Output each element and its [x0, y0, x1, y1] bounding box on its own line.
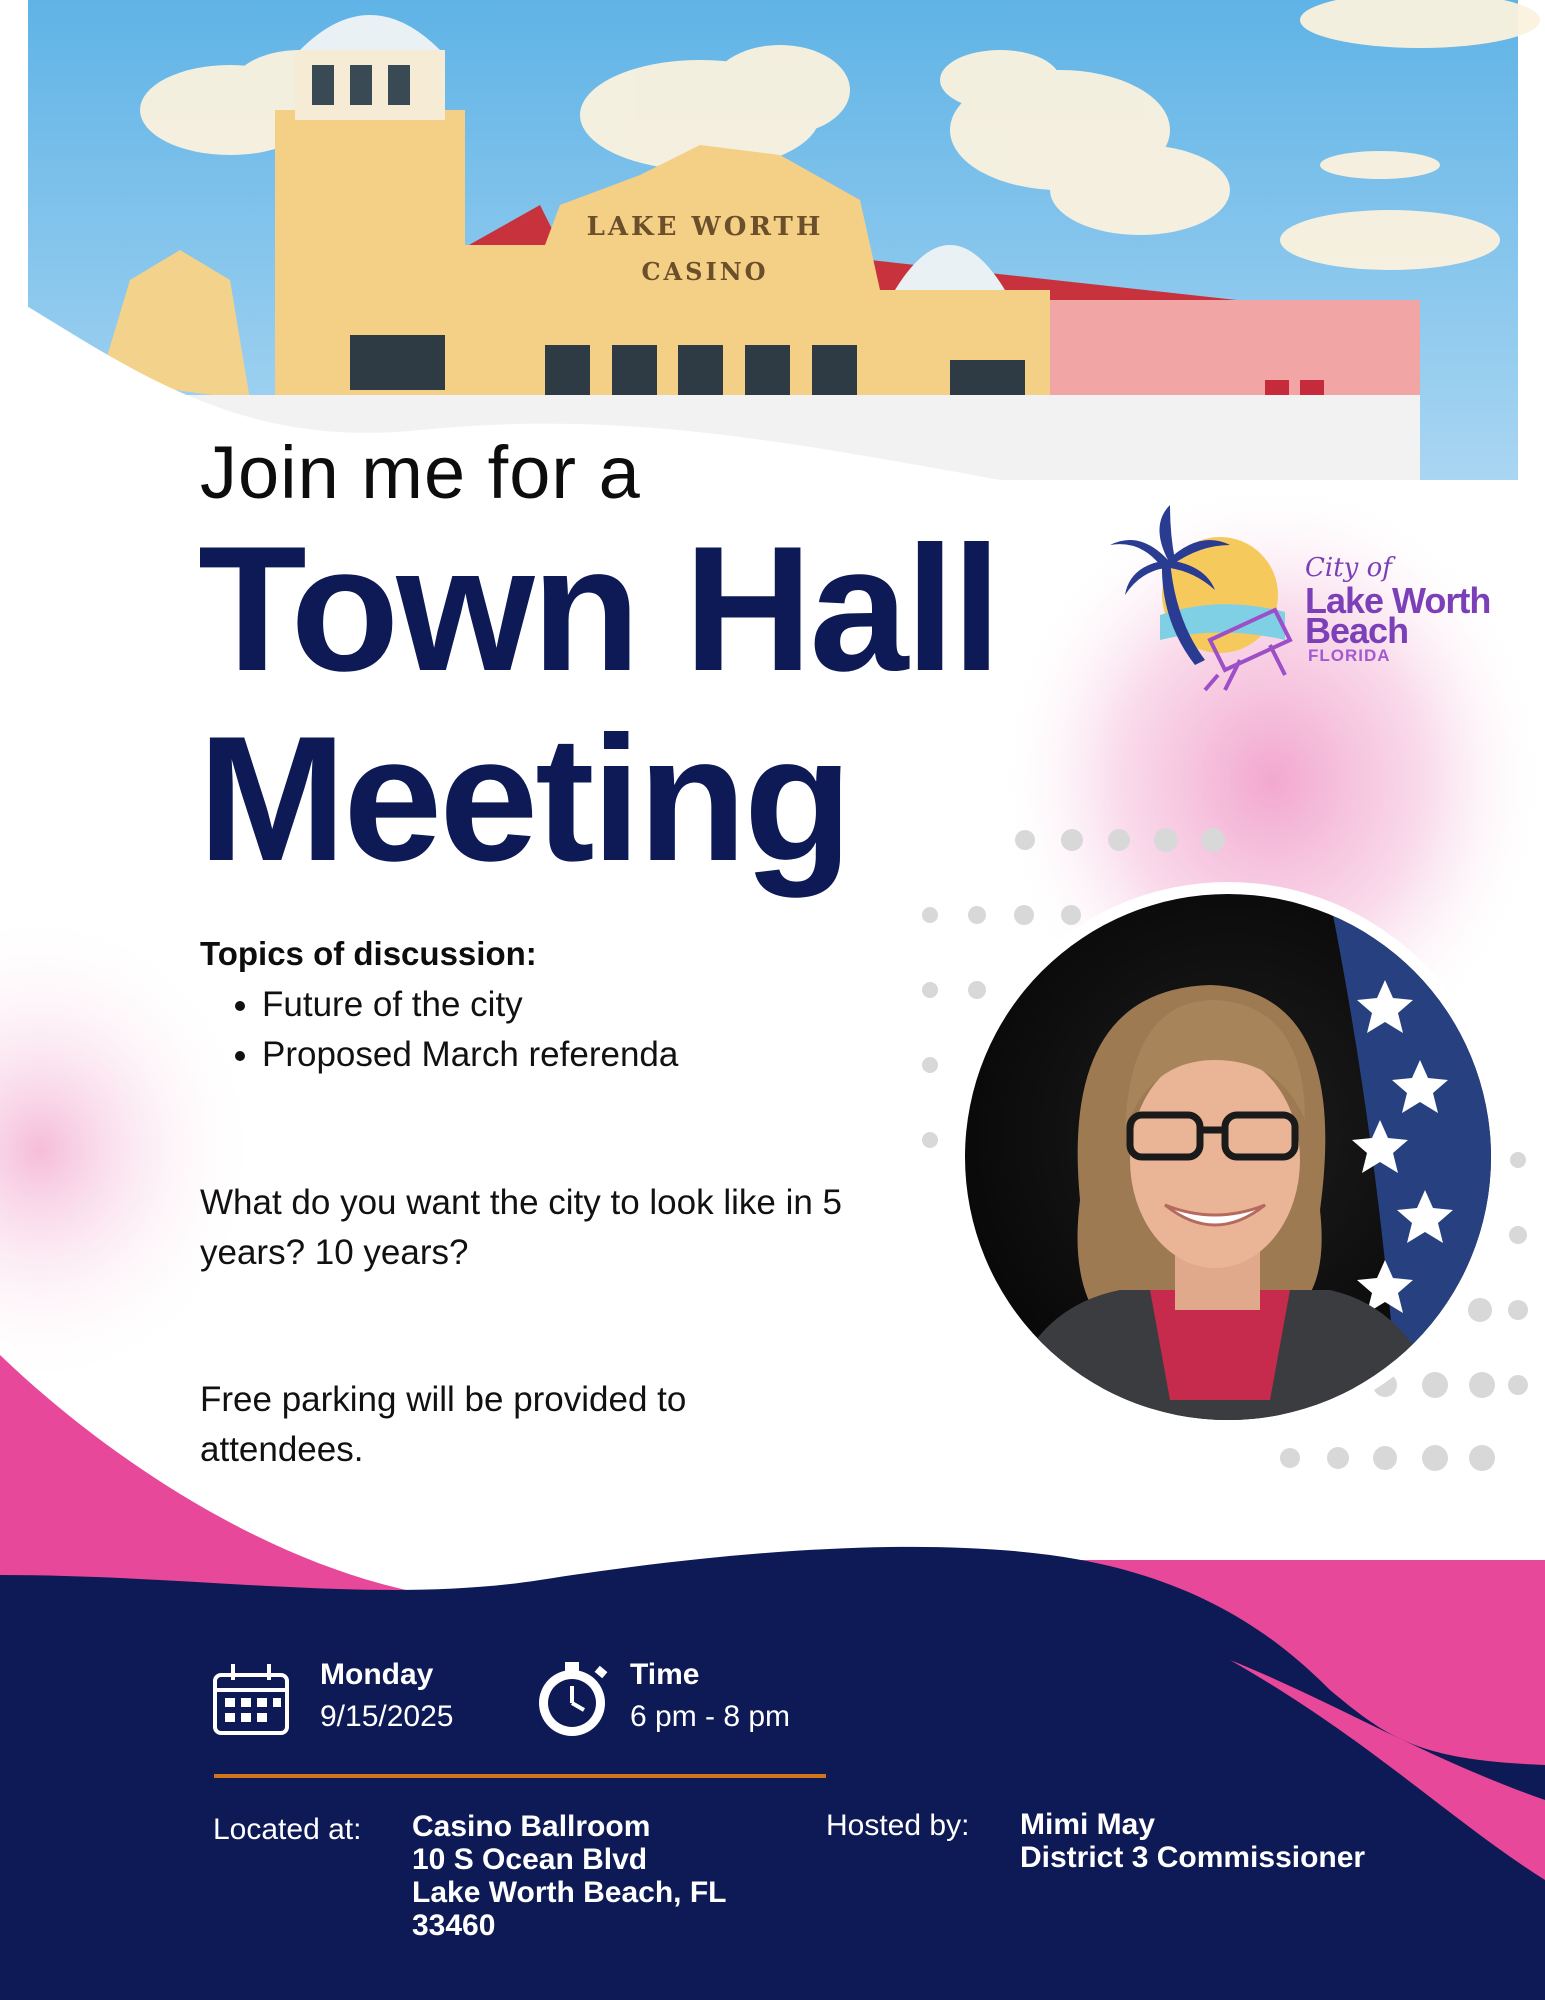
host-name: Mimi May	[1020, 1808, 1156, 1841]
host-block	[1020, 1808, 1365, 1874]
day-label: Monday	[320, 1658, 434, 1691]
logo-name-line2: Beach	[1305, 610, 1409, 651]
sign-lake-worth: LAKE WORTH	[586, 212, 824, 242]
question-text: What do you want the city to look like in 5 years? 10 years?	[200, 1183, 842, 1272]
host-portrait	[953, 882, 1503, 1432]
parking-text: Free parking will be provided to attendees.	[200, 1380, 687, 1469]
list-item: • Proposed March referenda	[262, 1030, 678, 1080]
hosted-label: Hosted by:	[826, 1809, 970, 1842]
title-line-2: Meeting	[198, 699, 850, 898]
event-time: 6 pm - 8 pm	[630, 1700, 791, 1733]
logo-state: FLORIDA	[1308, 646, 1391, 665]
location-block	[412, 1810, 727, 1942]
address-line-1: 10 S Ocean Blvd	[412, 1843, 648, 1876]
intro-text: Join me for a	[200, 431, 641, 514]
topics-list	[222, 980, 678, 1080]
topics-heading: Topics of discussion:	[200, 935, 537, 972]
event-date: 9/15/2025	[320, 1700, 454, 1733]
address-line-2: Lake Worth Beach, FL	[412, 1876, 727, 1909]
sign-casino: CASINO	[641, 257, 769, 286]
logo-name-line1: Lake Worth	[1305, 580, 1491, 621]
address-line-3: 33460	[412, 1909, 496, 1942]
list-item: • Future of the city	[262, 980, 678, 1030]
logo-city-of: City of	[1305, 553, 1392, 583]
time-label: Time	[630, 1658, 700, 1691]
host-title: District 3 Commissioner	[1020, 1841, 1366, 1874]
header-photo	[28, 0, 1540, 485]
location-label: Located at:	[213, 1813, 362, 1846]
section-divider	[214, 1774, 826, 1778]
title-line-1: Town Hall	[198, 509, 999, 708]
location-name: Casino Ballroom	[412, 1810, 651, 1843]
